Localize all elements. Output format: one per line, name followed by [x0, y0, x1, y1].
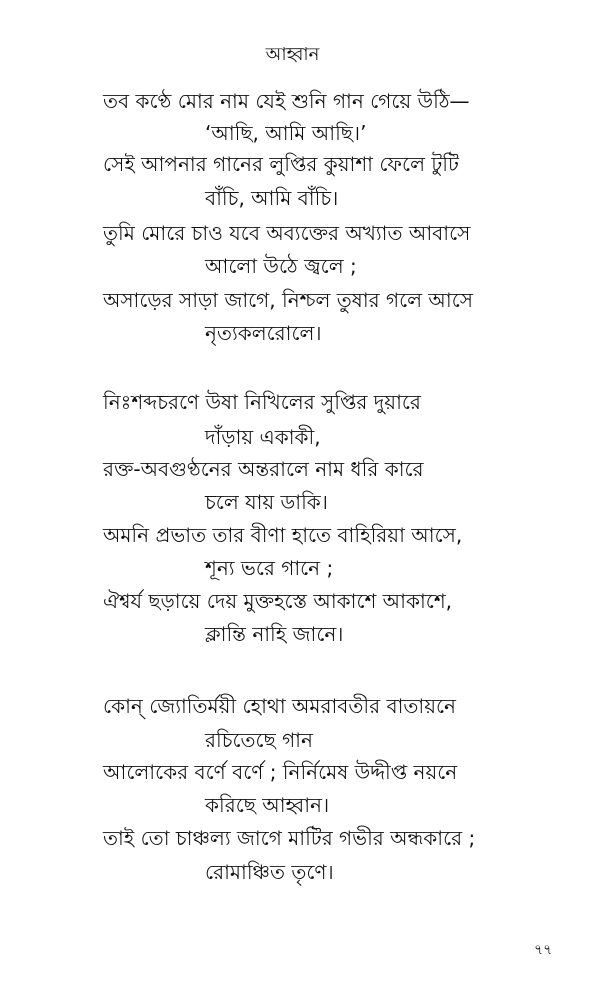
poem-title: আহ্বান — [265, 44, 320, 65]
poem-line: রক্ত-অবগুণ্ঠনের অন্তরালে নাম ধরি কারে — [103, 457, 424, 481]
poem-line: নিঃশব্দচরণে উষা নিখিলের সুপ্তির দুয়ারে — [103, 390, 421, 414]
poem-line: রোমাঞ্চিত তৃণে। — [205, 860, 334, 884]
poem-line: দাঁড়ায় একাকী, — [205, 425, 321, 449]
poem-line: আলো উঠে জ্বলে ; — [205, 254, 357, 278]
poem-line: আলোকের বর্ণে বর্ণে ; নির্নিমেষ উদ্দীপ্ত নয়নে — [103, 760, 458, 784]
poem-line: রচিতেছে গান — [205, 728, 313, 752]
poem-line: ‘আছি, আমি আছি।’ — [205, 121, 367, 145]
poem-line: ক্লান্তি নাহি জানে। — [205, 622, 344, 646]
poem-line: কোন্ জ্যোতির্ময়ী হোথা অমরাবতীর বাতায়নে — [103, 694, 456, 718]
poem-line: অমনি প্রভাত তার বীণা হাতে বাহিরিয়া আসে, — [103, 523, 463, 547]
poem-line: বাঁচি, আমি বাঁচি। — [205, 186, 339, 210]
poem-line: চলে যায় ডাকি। — [205, 490, 328, 514]
poem-line: নৃত্যকলরোলে। — [205, 321, 322, 345]
poem-line: সেই আপনার গানের লুপ্তির কুয়াশা ফেলে টুটি — [103, 152, 459, 176]
page-number: ৭৭ — [534, 942, 553, 958]
poem-line: তুমি মোরে চাও যবে অব্যক্তের অখ্যাত আবাসে — [103, 221, 471, 245]
poem-line: ঐশ্বর্য ছড়ায়ে দেয় মুক্তহস্তে আকাশে আকাশে, — [103, 589, 453, 613]
poem-line: তব কণ্ঠে মোর নাম যেই শুনি গান গেয়ে উঠি— — [103, 89, 470, 113]
poem-line: করিছে আহ্বান। — [205, 793, 330, 817]
poem-line: তাই তো চাঞ্চল্য জাগে মাটির গভীর অন্ধকারে ; — [103, 826, 476, 850]
poem-line: শূন্য ভরে গানে ; — [205, 556, 334, 580]
poem-line: অসাড়ের সাড়া জাগে, নিশ্চল তুষার গলে আসে — [103, 288, 473, 312]
